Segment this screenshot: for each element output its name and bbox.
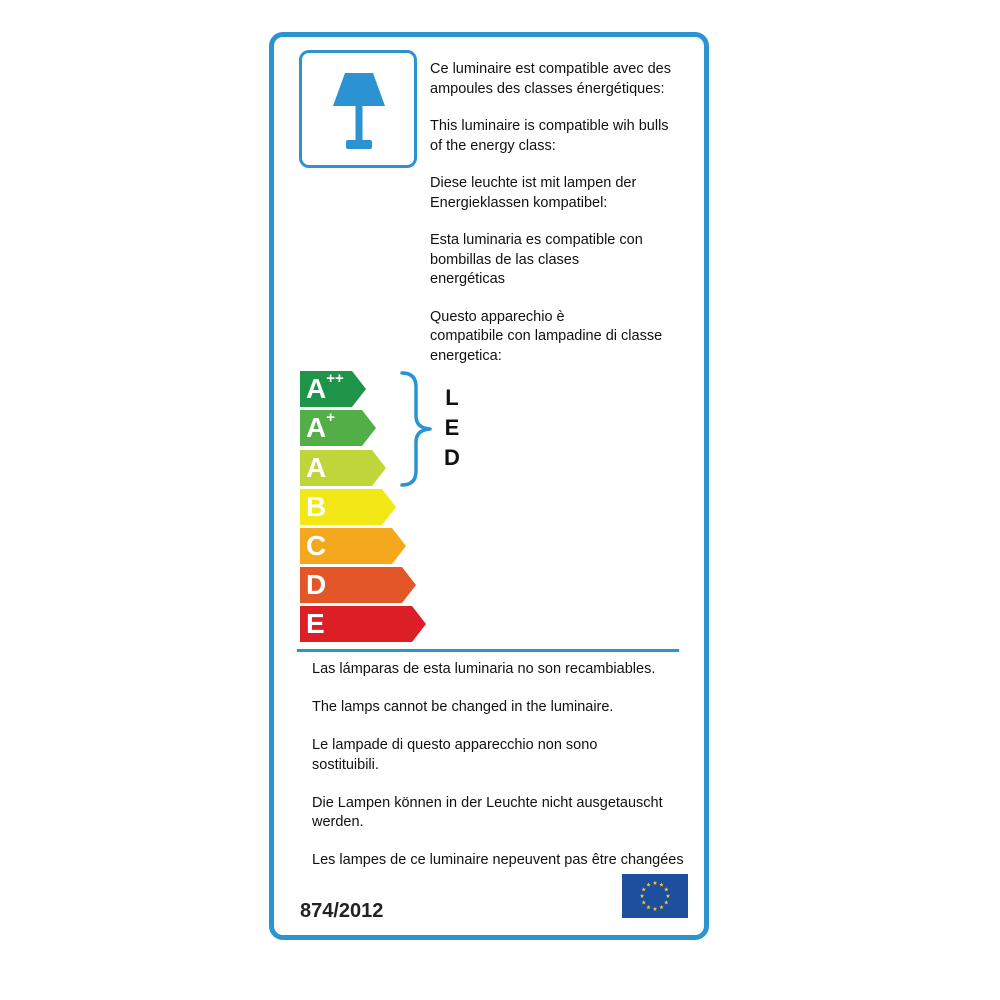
led-letter-d: D (444, 445, 460, 470)
class-letter: D (306, 569, 327, 600)
curly-brace-icon (400, 370, 434, 488)
eu-flag-icon (622, 874, 688, 918)
energy-class-e (300, 606, 426, 642)
replaceability-notes (312, 660, 697, 889)
note-de: Die Lampen können in der Leuchte nicht ausgetauscht werden. (312, 794, 663, 830)
class-superscript: ++ (326, 370, 344, 387)
note-it: Le lampade di questo apparecchio non sono sostituibili. (312, 737, 598, 773)
class-letter: B (306, 491, 327, 522)
note-en: The lamps cannot be changed in the luminaire. (312, 699, 614, 715)
intro-text-es: Esta luminaria es compatible con bombillas de las clases energéticas (430, 232, 643, 287)
intro-text-fr: Ce luminaire est compatible avec des ampoules des classes énergétiques: (430, 61, 671, 97)
regulation-number: 874/2012 (300, 900, 384, 922)
intro-text-it: Questo apparechio è compatibile con lampadine di classe energetica: (430, 308, 663, 364)
energy-class-b (300, 489, 396, 525)
intro-text-de: Diese leuchte ist mit lampen der Energieklassen kompatibel: (430, 175, 637, 211)
compatibility-statements (430, 60, 705, 384)
energy-class-c (300, 528, 406, 564)
note-es: Las lámparas de esta luminaria no son recambiables. (312, 661, 656, 677)
energy-class-d (300, 567, 416, 603)
class-letter: A (306, 452, 327, 483)
section-divider (297, 649, 679, 652)
intro-text-en: This luminaire is compatible wih bulls of the energy class: (430, 118, 669, 154)
compatible-lamp-type (442, 383, 462, 473)
class-letter: C (306, 530, 327, 561)
energy-class-a-plus-plus (300, 371, 366, 407)
class-letter: A (306, 373, 327, 404)
table-lamp-icon (302, 53, 414, 165)
lamp-icon-box (299, 50, 417, 168)
class-letter: E (306, 608, 325, 639)
class-superscript: + (326, 409, 335, 426)
led-letter-e: E (444, 415, 460, 440)
led-letter-l: L (445, 385, 459, 410)
energy-class-a-plus (300, 410, 376, 446)
note-fr: Les lampes de ce luminaire nepeuvent pas être changées (312, 852, 684, 868)
energy-class-a (300, 450, 386, 486)
class-letter: A (306, 412, 327, 443)
